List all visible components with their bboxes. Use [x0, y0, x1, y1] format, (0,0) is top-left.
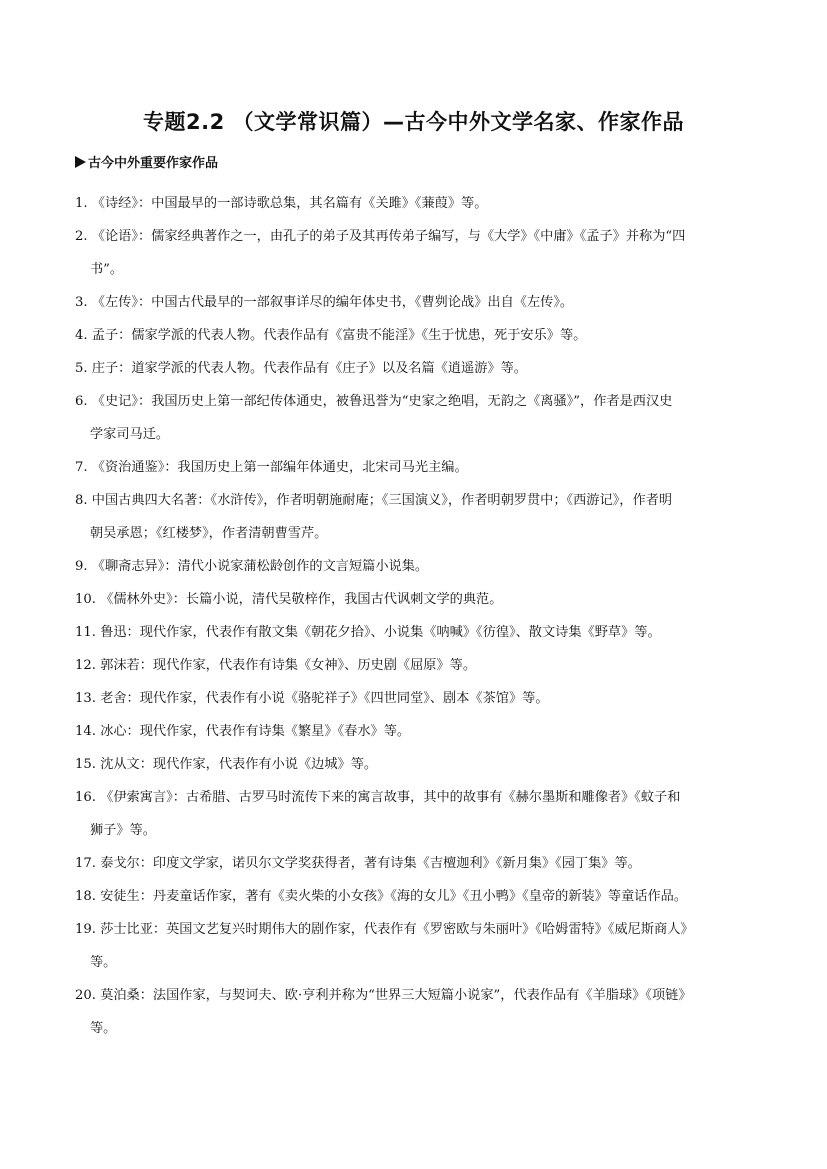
list-item — [75, 292, 755, 314]
item-text: 莎士比亚：英国文艺复兴时期伟大的剧作家，代表作有《罗密欧与朱丽叶》《哈姆雷特》《威尼斯商人》 — [100, 922, 694, 937]
item-number: 12. — [75, 658, 96, 673]
item-text: 郭沫若：现代作家，代表作有诗集《女神》、历史剧《屈原》等。 — [100, 658, 477, 673]
item-number: 10. — [75, 592, 96, 607]
list-item — [75, 556, 755, 578]
list-item — [75, 325, 755, 347]
item-text: 中国古典四大名著：《水浒传》，作者明朝施耐庵；《三国演义》，作者明朝罗贯中；《西游记》，作者明 — [91, 493, 673, 508]
item-number: 8. — [75, 493, 88, 508]
item-text: 冰心：现代作家，代表作有诗集《繁星》《春水》等。 — [100, 724, 411, 739]
section-heading-text: 古今中外重要作家作品 — [88, 156, 219, 171]
item-text: 孟子：儒家学派的代表人物。代表作品有《富贵不能淫》《生于忧患，死于安乐》等。 — [91, 328, 587, 343]
item-number: 6. — [75, 394, 88, 409]
item-text: 《聊斋志异》：清代小说家蒲松龄创作的文言短篇小说集。 — [91, 559, 429, 574]
item-text: 《伊索寓言》：古希腊、古罗马时流传下来的寓言故事，其中的故事有《赫尔墨斯和雕像者》《蚊子和 — [100, 790, 681, 805]
list-item — [75, 919, 755, 974]
list-item — [75, 226, 755, 281]
item-text-continued: 等。 — [90, 955, 117, 970]
item-number: 16. — [75, 790, 96, 805]
item-text: 鲁迅：现代作家，代表作有散文集《朝花夕拾》、小说集《呐喊》《彷徨》、散文诗集《野草》等。 — [100, 625, 661, 640]
item-number: 13. — [75, 691, 96, 706]
item-text: 泰戈尔：印度文学家，诺贝尔文学奖获得者，著有诗集《吉檀迦利》《新月集》《园丁集》等。 — [100, 856, 641, 871]
list-item — [75, 622, 755, 644]
item-number: 18. — [75, 889, 96, 904]
section-heading — [75, 154, 218, 174]
list-item — [75, 985, 755, 1040]
item-text: 安徒生：丹麦童话作家，著有《卖火柴的小女孩》《海的女儿》《丑小鸭》《皇帝的新装》等童话作品。 — [100, 889, 688, 904]
list-item — [75, 688, 755, 710]
item-text: 《左传》：中国古代最早的一部叙事详尽的编年体史书，《曹刿论战》出自《左传》。 — [91, 295, 574, 310]
item-text: 《儒林外史》：长篇小说，清代吴敬梓作，我国古代讽刺文学的典范。 — [100, 592, 503, 607]
list-item — [75, 754, 755, 776]
item-text: 莫泊桑：法国作家，与契诃夫、欧·亨利并称为“世界三大短篇小说家”，代表作品有《羊脂球》《项链》 — [100, 988, 692, 1003]
item-number: 3. — [75, 295, 88, 310]
item-number: 5. — [75, 361, 88, 376]
item-number: 4. — [75, 328, 88, 343]
item-number: 17. — [75, 856, 96, 871]
list-item — [75, 457, 755, 479]
item-text-continued: 朝吴承恩；《红楼梦》，作者清朝曹雪芹。 — [90, 526, 328, 541]
item-text: 《论语》：儒家经典著作之一，由孔子的弟子及其再传弟子编写，与《大学》《中庸》《孟子》并称为“四 — [91, 229, 686, 244]
list-item — [75, 589, 755, 611]
list-item — [75, 655, 755, 677]
item-text: 庄子：道家学派的代表人物。代表作品有《庄子》以及名篇《逍遥游》等。 — [91, 361, 527, 376]
item-number: 11. — [75, 625, 96, 640]
triangle-marker-icon — [75, 156, 86, 168]
item-text-continued: 等。 — [90, 1021, 117, 1036]
list-item — [75, 853, 755, 875]
works-list — [75, 193, 755, 1051]
list-item — [75, 490, 755, 545]
item-number: 2. — [75, 229, 88, 244]
item-text-continued: 狮子》等。 — [90, 823, 156, 838]
item-number: 20. — [75, 988, 96, 1003]
list-item — [75, 787, 755, 842]
item-text: 《史记》：我国历史上第一部纪传体通史，被鲁迅誉为“史家之绝唱，无韵之《离骚》”，作者是西汉史 — [91, 394, 673, 409]
list-item — [75, 391, 755, 446]
item-text-continued: 学家司马迁。 — [90, 427, 170, 442]
list-item — [75, 721, 755, 743]
item-text: 沈从文：现代作家，代表作有小说《边城》等。 — [100, 757, 378, 772]
item-text: 老舍：现代作家，代表作有小说《骆驼祥子》《四世同堂》、剧本《茶馆》等。 — [100, 691, 549, 706]
item-number: 19. — [75, 922, 96, 937]
item-number: 1. — [75, 196, 88, 211]
item-number: 15. — [75, 757, 96, 772]
item-number: 9. — [75, 559, 88, 574]
item-text-continued: 书”。 — [90, 262, 124, 277]
item-number: 7. — [75, 460, 88, 475]
item-number: 14. — [75, 724, 96, 739]
item-text: 《诗经》：中国最早的一部诗歌总集，其名篇有《关雎》《蒹葭》等。 — [91, 196, 488, 211]
list-item — [75, 886, 755, 908]
page-title: 专题2.2 （文学常识篇）—古今中外文学名家、作家作品 — [142, 110, 684, 134]
list-item — [75, 193, 755, 215]
list-item — [75, 358, 755, 380]
item-text: 《资治通鉴》：我国历史上第一部编年体通史，北宋司马光主编。 — [91, 460, 468, 475]
